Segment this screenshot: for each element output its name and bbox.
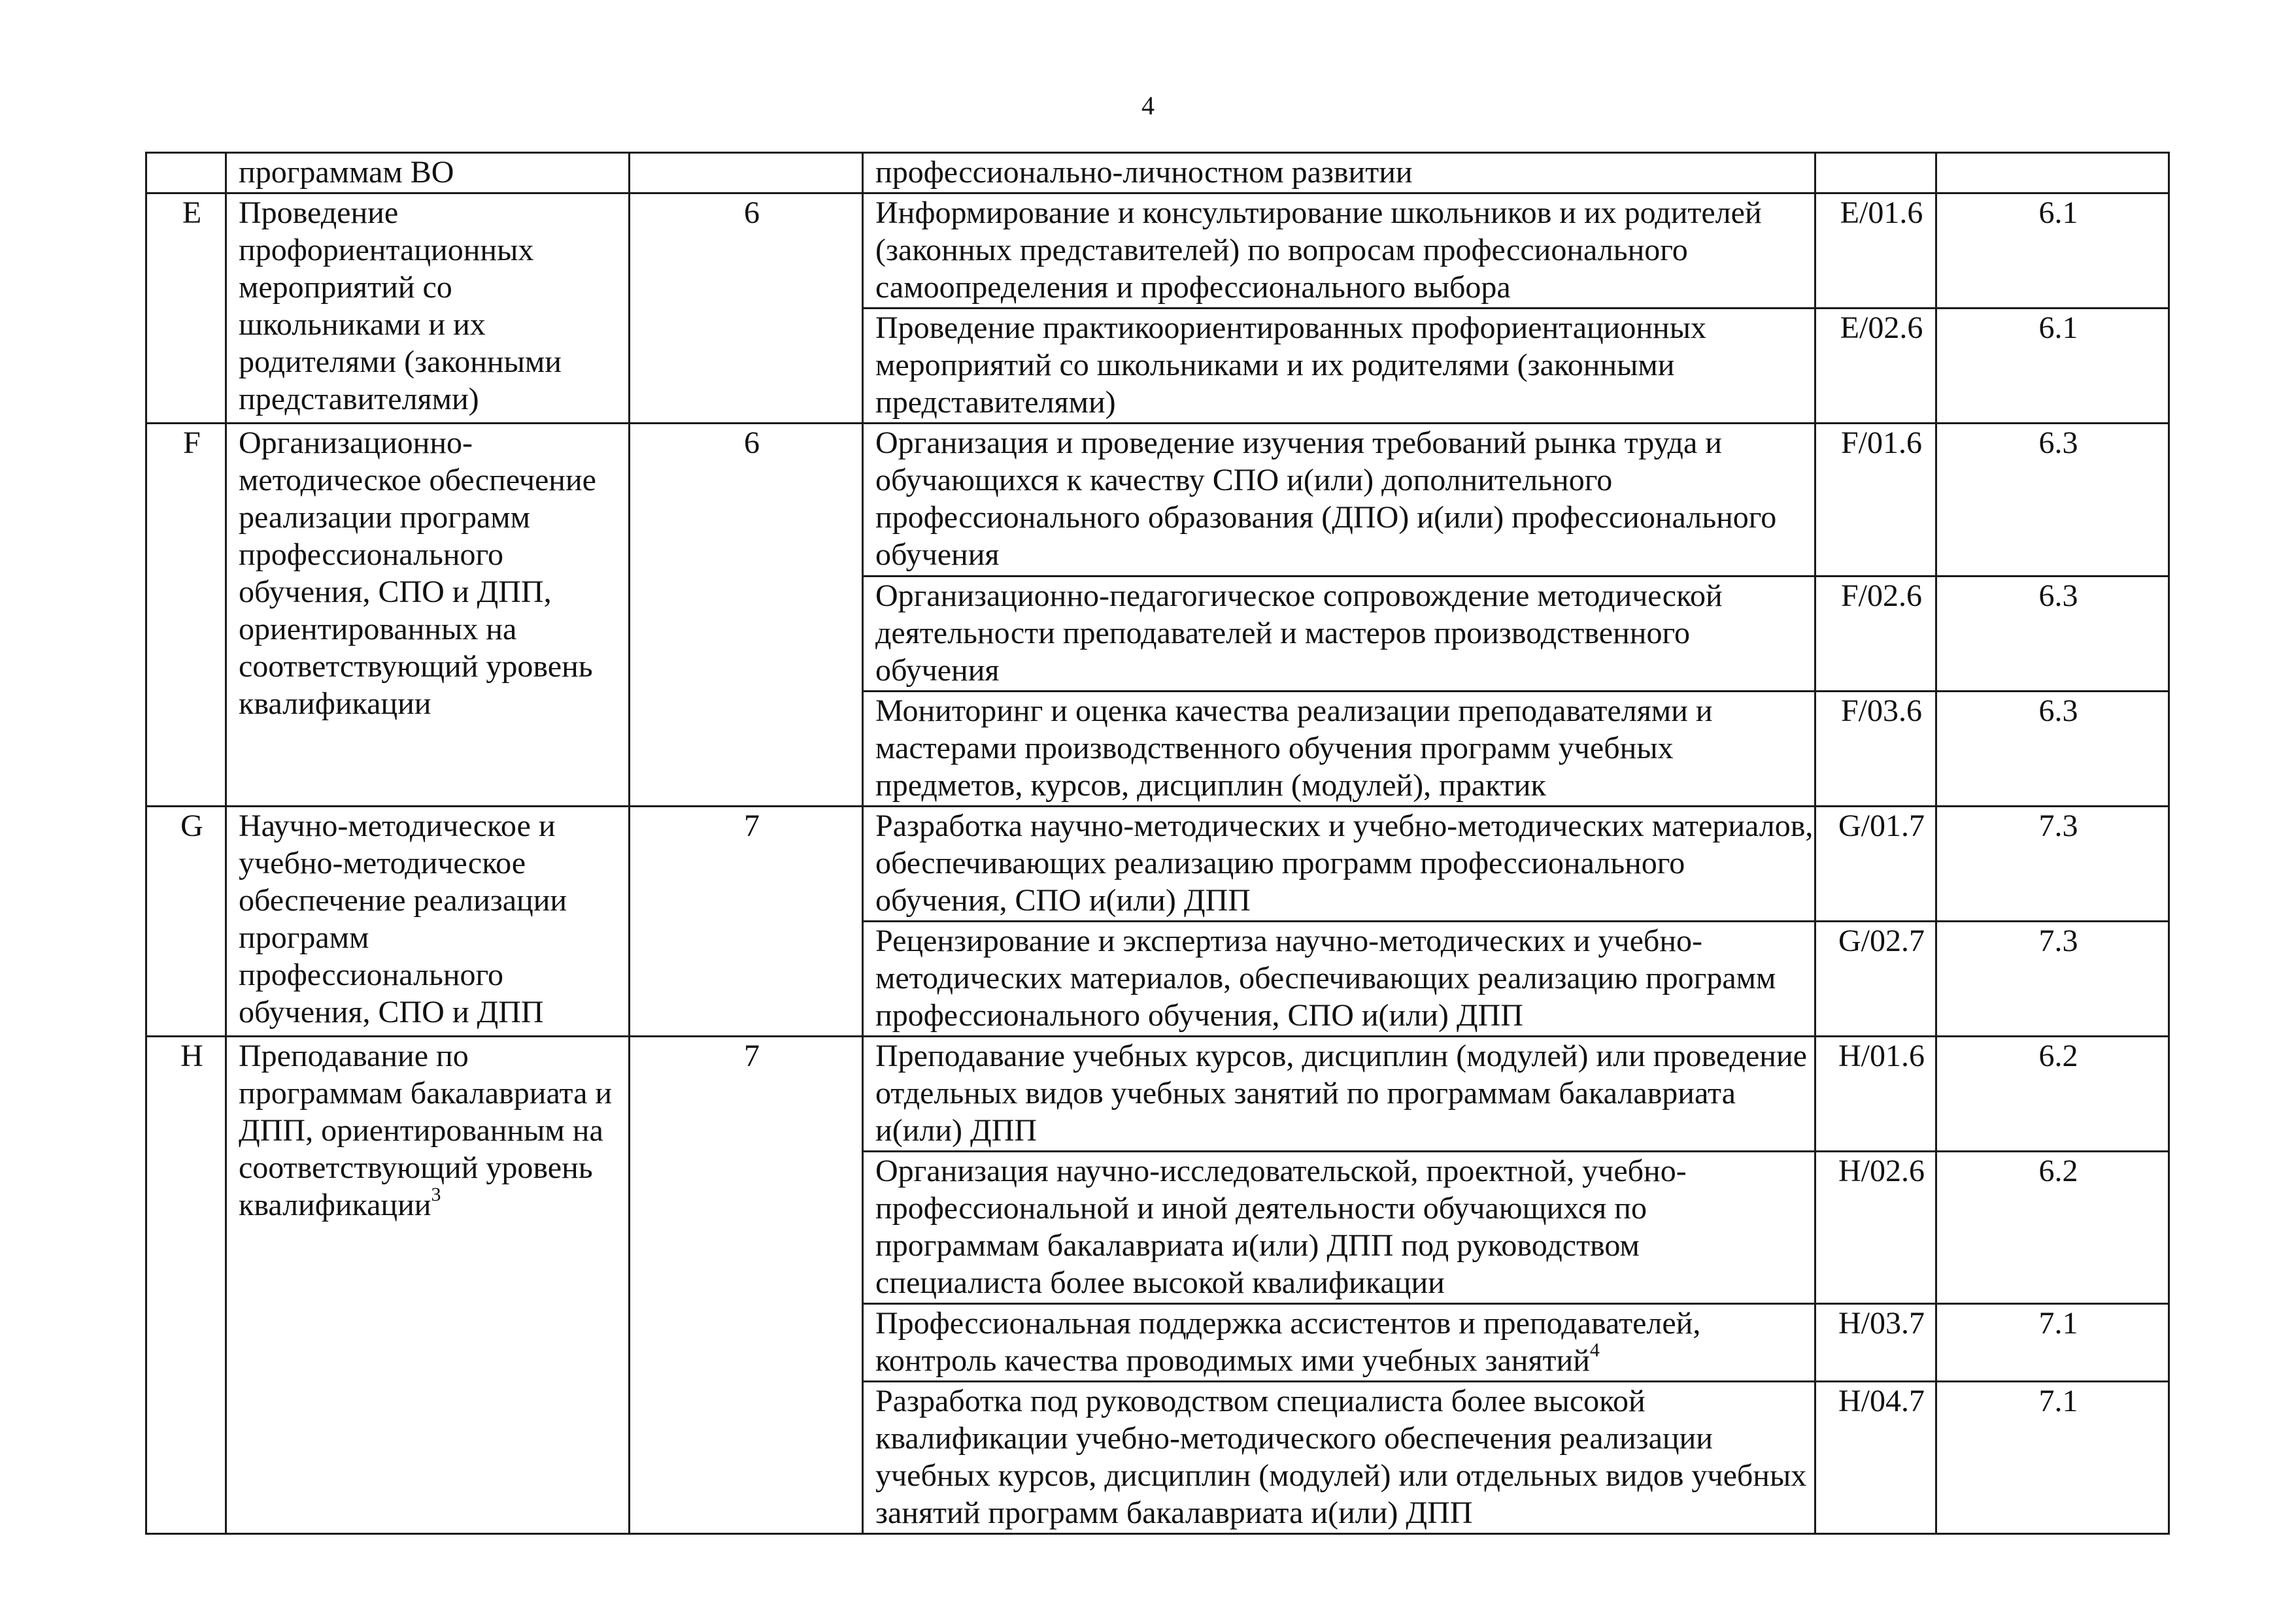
cont-code-cell [146, 153, 226, 193]
labor-function-code: G/02.7 [1815, 922, 1936, 1037]
page-number: 4 [1141, 91, 1155, 120]
labor-functions-table [145, 152, 2170, 1535]
labor-function-name-text: Организация научно-исследовательской, проектной, учебно-профессиональной и иной деятельности обучающихся по программам бакалавриата и(или) ДПП под руководством специалиста более высокой квалификации [875, 1154, 1687, 1300]
generalized-function-name-text: Преподавание по программам бакалавриата и ДПП, ориентированным на соответствующий уровень квалификации [239, 1039, 613, 1222]
cont-name-cell: программам ВО [226, 153, 630, 193]
generalized-function-code: H [146, 1037, 226, 1534]
labor-function-name [863, 309, 1815, 424]
qualification-level: 6 [630, 424, 863, 807]
generalized-function-name-text: Проведение профориентационных мероприятий со школьниками и их родителями (законными представителями) [239, 195, 562, 416]
qualification-level: 7 [630, 807, 863, 1037]
qualification-sublevel: 7.1 [1936, 1304, 2169, 1382]
table-row [146, 193, 2169, 309]
labor-function-name [863, 692, 1815, 807]
labor-function-name [863, 807, 1815, 922]
table-row [146, 424, 2169, 577]
labor-function-name [863, 424, 1815, 577]
labor-function-name-text: Организационно-педагогическое сопровождение методической деятельности преподавателей и мастеров производственного обучения [875, 578, 1723, 688]
qualification-sublevel: 6.1 [1936, 309, 2169, 424]
labor-function-name [863, 193, 1815, 309]
qualification-level: 7 [630, 1037, 863, 1534]
labor-function-code: E/01.6 [1815, 193, 1936, 309]
labor-function-name-text: Разработка под руководством специалиста более высокой квалификации учебно-методического обеспечения реализации учебных курсов, дисциплин (модулей) или отдельных видов учебных занятий программ бакалавриата и(или) ДПП [875, 1384, 1807, 1530]
labor-function-name [863, 1037, 1815, 1152]
labor-function-name-text: Рецензирование и экспертиза научно-методических и учебно-методических материалов, обеспечивающих реализацию программ профессионального обучения, СПО и(или) ДПП [875, 924, 1776, 1033]
labor-function-name [863, 577, 1815, 692]
labor-function-code: F/02.6 [1815, 577, 1936, 692]
labor-function-code: E/02.6 [1815, 309, 1936, 424]
labor-function-name [863, 1304, 1815, 1382]
labor-function-name [863, 1152, 1815, 1304]
qualification-sublevel: 6.1 [1936, 193, 2169, 309]
footnote-marker: 3 [431, 1184, 441, 1205]
labor-function-code: F/03.6 [1815, 692, 1936, 807]
generalized-function-name-text: Организационно-методическое обеспечение реализации программ профессионального обучения, СПО и ДПП, ориентированных на соответствующий уровень квалификации [239, 426, 596, 721]
qualification-sublevel: 7.3 [1936, 807, 2169, 922]
labor-function-code: F/01.6 [1815, 424, 1936, 577]
qualification-sublevel: 6.3 [1936, 692, 2169, 807]
labor-function-name [863, 922, 1815, 1037]
qualification-sublevel: 6.3 [1936, 424, 2169, 577]
cont-sublevel-cell [1936, 153, 2169, 193]
labor-function-name-text: Преподавание учебных курсов, дисциплин (модулей) или проведение отдельных видов учебных занятий по программам бакалавриата и(или) ДПП [875, 1039, 1807, 1148]
qualification-sublevel: 6.2 [1936, 1037, 2169, 1152]
labor-function-code: H/03.7 [1815, 1304, 1936, 1382]
qualification-sublevel: 6.3 [1936, 577, 2169, 692]
labor-function-code: H/04.7 [1815, 1382, 1936, 1534]
cont-level-cell [630, 153, 863, 193]
labor-function-code: G/01.7 [1815, 807, 1936, 922]
qualification-sublevel: 7.1 [1936, 1382, 2169, 1534]
footnote-marker: 4 [1589, 1339, 1600, 1361]
generalized-function-code: G [146, 807, 226, 1037]
generalized-function-code: F [146, 424, 226, 807]
cont-fcode-cell [1815, 153, 1936, 193]
labor-function-name-text: Организация и проведение изучения требований рынка труда и обучающихся к качеству СПО и(или) дополнительного профессионального образования (ДПО) и(или) профессионального обучения [875, 426, 1777, 572]
table-row [146, 807, 2169, 922]
labor-function-code: H/01.6 [1815, 1037, 1936, 1152]
labor-function-name-text: Профессиональная поддержка ассистентов и преподавателей, контроль качества проводимых ими учебных занятий [875, 1306, 1701, 1378]
labor-function-name [863, 1382, 1815, 1534]
labor-function-code: H/02.6 [1815, 1152, 1936, 1304]
qualification-level: 6 [630, 193, 863, 424]
labor-function-name-text: Проведение практикоориентированных профориентационных мероприятий со школьниками и их родителями (законными представителями) [875, 310, 1706, 420]
generalized-function-name [226, 1037, 630, 1534]
generalized-function-code: E [146, 193, 226, 424]
cont-function-cell: профессионально-личностном развитии [863, 153, 1815, 193]
qualification-sublevel: 6.2 [1936, 1152, 2169, 1304]
continuation-row [146, 153, 2169, 193]
generalized-function-name [226, 193, 630, 424]
table-row [146, 1037, 2169, 1152]
labor-function-name-text: Информирование и консультирование школьников и их родителей (законных представителей) по вопросам профессионального самоопределения и профессионального выбора [875, 195, 1762, 305]
qualification-sublevel: 7.3 [1936, 922, 2169, 1037]
generalized-function-name [226, 807, 630, 1037]
generalized-function-name-text: Научно-методическое и учебно-методическое обеспечение реализации программ профессионального обучения, СПО и ДПП [239, 809, 567, 1029]
generalized-function-name [226, 424, 630, 807]
labor-function-name-text: Мониторинг и оценка качества реализации преподавателями и мастерами производственного обучения программ учебных предметов, курсов, дисциплин (модулей), практик [875, 694, 1713, 803]
labor-function-name-text: Разработка научно-методических и учебно-методических материалов, обеспечивающих реализацию программ профессионального обучения, СПО и(или) ДПП [875, 809, 1814, 918]
